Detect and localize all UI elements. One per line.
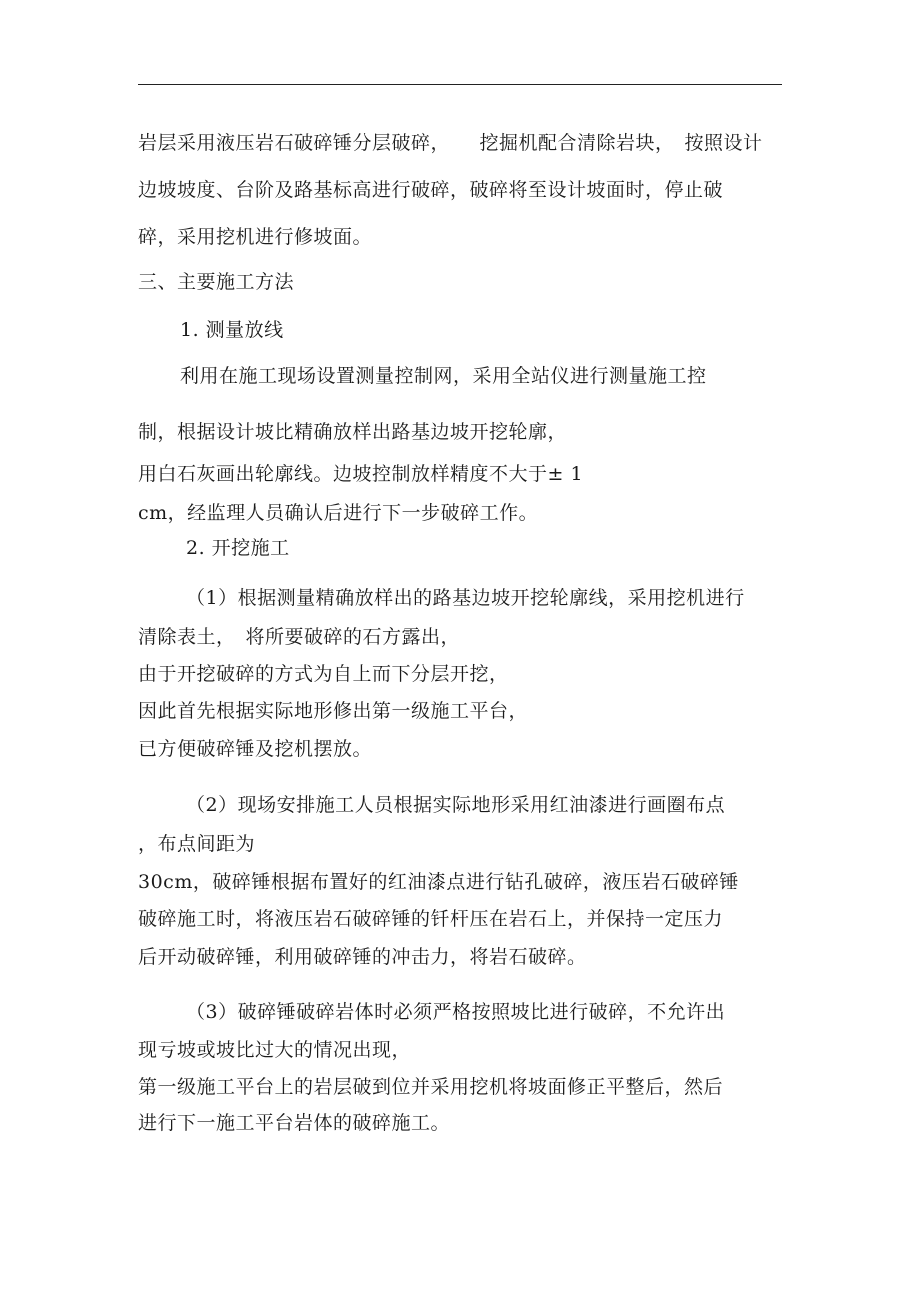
text-line: （2）现场安排施工人员根据实际地形采用红油漆进行画圈布点 <box>186 794 726 816</box>
text-line: 用白石灰画出轮廓线。边坡控制放样精度不大于± 1 <box>138 463 584 485</box>
subheading-survey: 1. 测量放线 <box>180 319 284 341</box>
text-line: cm，经监理人员确认后进行下一步破碎工作。 <box>138 502 539 524</box>
header-rule <box>138 84 782 85</box>
subheading-excavation: 2. 开挖施工 <box>186 537 290 559</box>
text-line: 由于开挖破碎的方式为自上而下分层开挖， <box>138 663 509 685</box>
text-line: 制，根据设计坡比精确放样出路基边坡开挖轮廓， <box>138 421 568 443</box>
section-heading: 三、主要施工方法 <box>138 271 295 293</box>
text-line: （1）根据测量精确放样出的路基边坡开挖轮廓线，采用挖机进行 <box>186 587 745 609</box>
text-line: 岩层采用液压岩石破碎锤分层破碎， 挖掘机配合清除岩块， 按照设计 <box>138 132 763 154</box>
text-line: （3）破碎锤破碎岩体时必须严格按照坡比进行破碎，不允许出 <box>186 1001 726 1023</box>
text-line: 第一级施工平台上的岩层破到位并采用挖机将坡面修正平整后，然后 <box>138 1076 724 1098</box>
text-line: 30cm，破碎锤根据布置好的红油漆点进行钻孔破碎，液压岩石破碎锤 <box>138 871 739 893</box>
text-line: ，布点间距为 <box>138 833 256 855</box>
text-line: 清除表土， 将所要破碎的石方露出， <box>138 626 461 648</box>
text-line: 碎，采用挖机进行修坡面。 <box>138 226 373 248</box>
text-line: 利用在施工现场设置测量控制网，采用全站仪进行测量施工控 <box>180 365 707 387</box>
text-line: 后开动破碎锤，利用破碎锤的冲击力，将岩石破碎。 <box>138 946 587 968</box>
text-line: 已方便破碎锤及挖机摆放。 <box>138 738 373 760</box>
text-line: 边坡坡度、台阶及路基标高进行破碎，破碎将至设计坡面时，停止破 <box>138 179 724 201</box>
text-line: 破碎施工时，将液压岩石破碎锤的钎杆压在岩石上，并保持一定压力 <box>138 908 724 930</box>
text-line: 现亏坡或坡比过大的情况出现， <box>138 1039 412 1061</box>
text-line: 因此首先根据实际地形修出第一级施工平台， <box>138 700 529 722</box>
text-line: 进行下一施工平台岩体的破碎施工。 <box>138 1112 451 1134</box>
